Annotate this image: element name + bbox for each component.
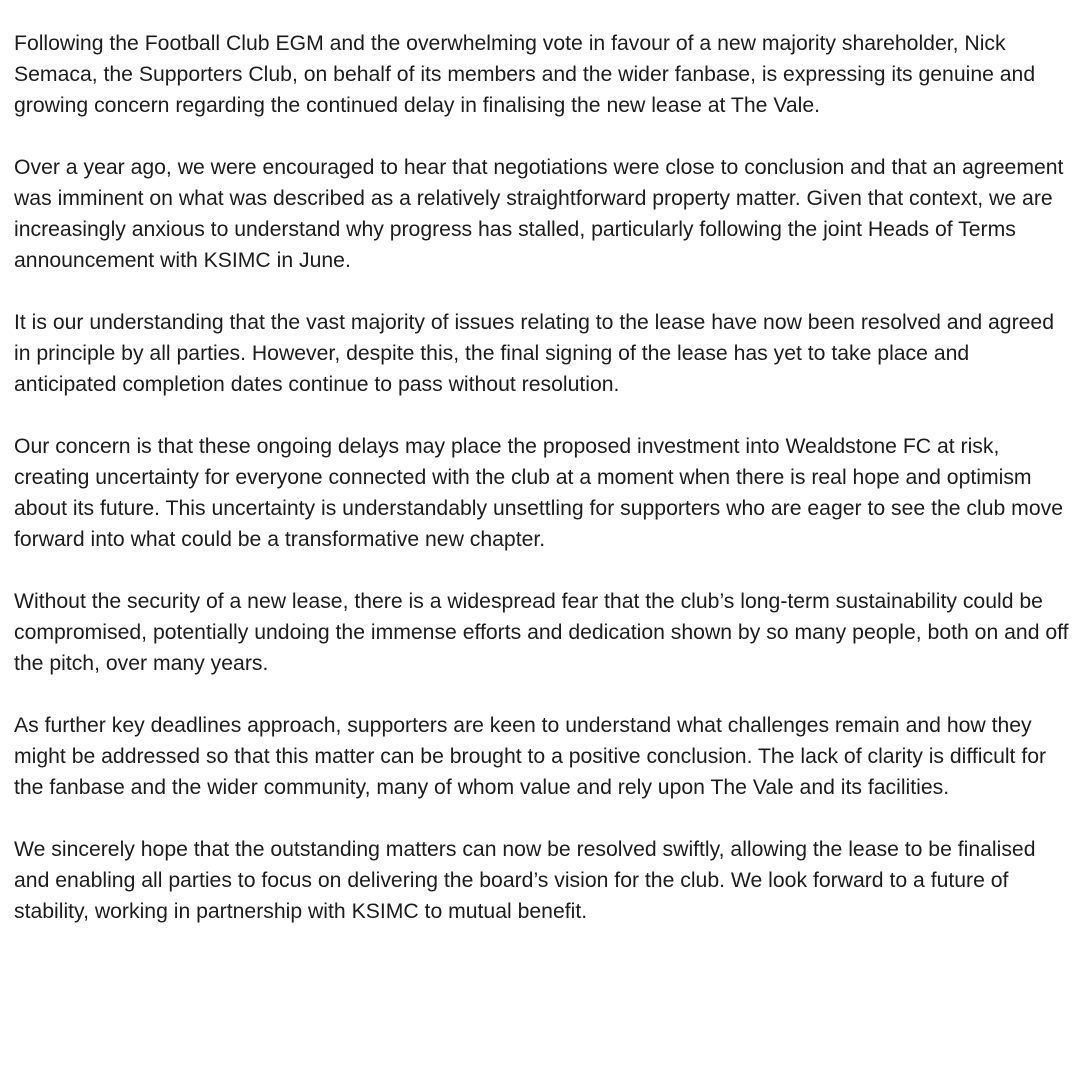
paragraph-egm-vote: Following the Football Club EGM and the overwhelming vote in favour of a new majority shareholder, Nick Semaca, the Supporters Club, on behalf of its members and the wider fanbase, is expressing its genuine and growing concern regarding the continued delay in finalising the new lease at The Vale. (14, 32, 1036, 117)
paragraph-closing-hope: We sincerely hope that the outstanding matters can now be resolved swiftly, allowing the lease to be finalised and enabling all parties to focus on delivering the board’s vision for the club. We look forward to a future of stability, working in partnership with KSIMC to mutual benefit. (14, 838, 1036, 923)
paragraph-deadlines: As further key deadlines approach, supporters are keen to understand what challenges remain and how they might be addressed so that this matter can be brought to a positive conclusion. The lack of clarity is difficult for the fanbase and the wider community, many of whom value and rely upon The Vale and its facilities. (14, 714, 1047, 799)
paragraph-negotiations: Over a year ago, we were encouraged to hear that negotiations were close to conclusion and that an agreement was imminent on what was described as a relatively straightforward property matter. Given that context, we are increasingly anxious to understand why progress has stalled, particularly following the joint Heads of Terms announcement with KSIMC in June. (14, 156, 1064, 272)
paragraph-lease-security: Without the security of a new lease, there is a widespread fear that the club’s long-term sustainability could be compromised, potentially undoing the immense efforts and dedication shown by so many people, both on and off the pitch, over many years. (14, 590, 1069, 675)
statement-body (14, 28, 1072, 927)
paragraph-investment-risk: Our concern is that these ongoing delays may place the proposed investment into Wealdstone FC at risk, creating uncertainty for everyone connected with the club at a moment when there is real hope and optimism about its future. This uncertainty is understandably unsettling for supporters who are eager to see the club move forward into what could be a transformative new chapter. (14, 435, 1063, 551)
paragraph-issues-resolved: It is our understanding that the vast majority of issues relating to the lease have now been resolved and agreed in principle by all parties. However, despite this, the final signing of the lease has yet to take place and anticipated completion dates continue to pass without resolution. (14, 311, 1054, 396)
